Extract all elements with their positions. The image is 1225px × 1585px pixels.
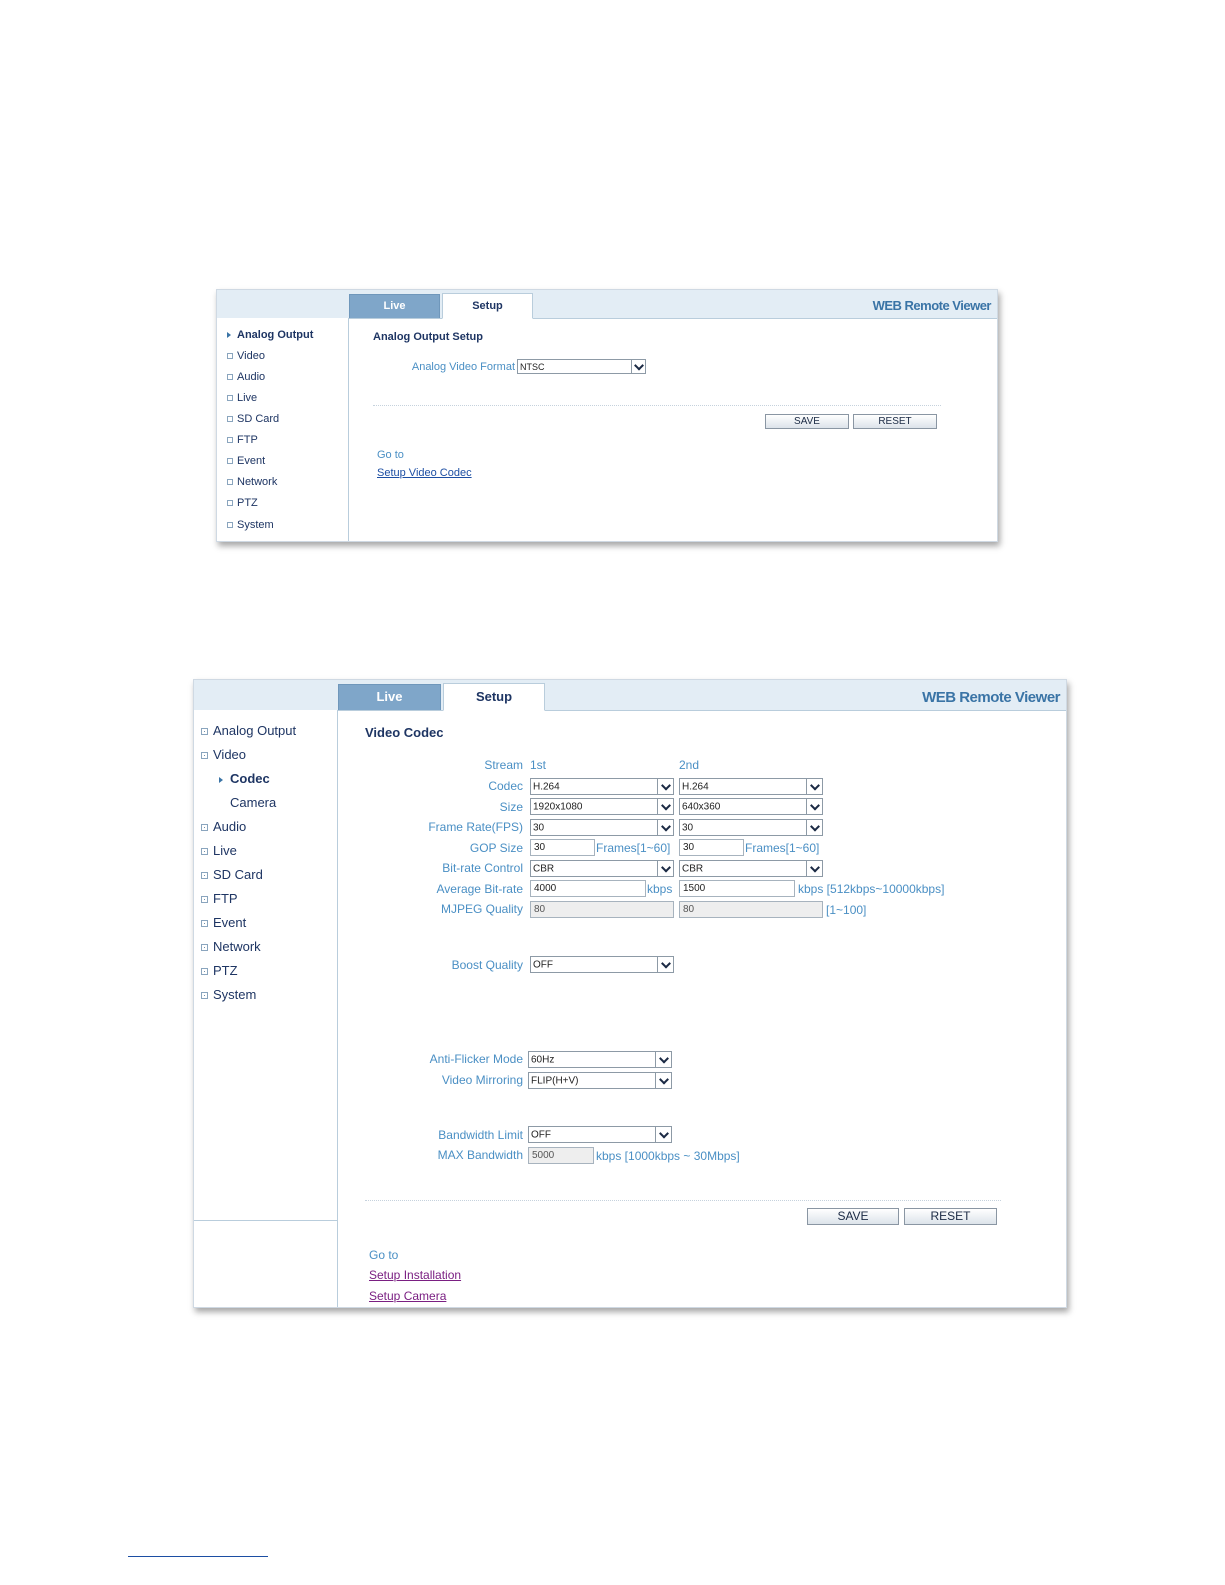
avg-bitrate-input-2nd[interactable]: [679, 880, 795, 897]
analog-format-label: Analog Video Format: [411, 361, 515, 373]
sidebar-item-ptz[interactable]: PTZ: [201, 963, 238, 978]
max-bandwidth-hint: kbps [1000kbps ~ 30Mbps]: [596, 1149, 740, 1163]
expand-icon: [227, 500, 233, 506]
chevron-down-icon: [655, 1073, 671, 1088]
sidebar-item-ptz[interactable]: PTZ: [227, 497, 258, 509]
stream2-label: 2nd: [679, 758, 700, 772]
expand-icon: [201, 920, 208, 927]
expand-icon: [227, 374, 233, 380]
codec-label: Codec: [488, 779, 523, 793]
chevron-down-icon: [657, 957, 673, 972]
brand-title: WEB Remote Viewer: [922, 689, 1060, 706]
video-codec-window: [193, 679, 1067, 1308]
gop-hint-1st: Frames[1~60]: [596, 841, 671, 855]
reset-button[interactable]: RESET: [853, 414, 937, 429]
sidebar-item-network[interactable]: Network: [227, 476, 277, 488]
tab-live[interactable]: Live: [338, 684, 441, 710]
reset-button[interactable]: RESET: [904, 1208, 997, 1225]
sidebar-item-sd-card[interactable]: SD Card: [227, 413, 279, 425]
codec-select-2nd[interactable]: H.264: [679, 778, 823, 795]
expand-icon: [227, 353, 233, 359]
sidebar-item-video[interactable]: Video: [201, 747, 246, 762]
sidebar-item-audio[interactable]: Audio: [201, 819, 246, 834]
setup-video-codec-link[interactable]: Setup Video Codec: [377, 467, 472, 479]
sidebar-item-analog-output[interactable]: Analog Output: [201, 723, 296, 738]
sidebar-item-event[interactable]: Event: [201, 915, 246, 930]
codec-select-1st[interactable]: H.264: [530, 778, 674, 795]
gop-input-1st[interactable]: [530, 839, 595, 856]
expand-icon: [201, 728, 208, 735]
sidebar: [194, 710, 338, 1307]
boost-quality-label: Boost Quality: [451, 958, 523, 972]
sidebar-item-ftp[interactable]: FTP: [201, 891, 238, 906]
gop-size-label: GOP Size: [469, 841, 523, 855]
sidebar-item-system[interactable]: System: [201, 987, 256, 1002]
bitrate-control-select-1st[interactable]: CBR: [530, 860, 674, 877]
chevron-down-icon: [806, 799, 822, 814]
page-title: Video Codec: [365, 725, 444, 740]
divider: [365, 1200, 1001, 1201]
video-mirroring-select[interactable]: FLIP(H+V): [528, 1072, 672, 1089]
mjpeg-quality-input-1st: [530, 901, 674, 918]
analog-output-window: [216, 289, 998, 542]
chevron-down-icon: [806, 820, 822, 835]
anti-flicker-select[interactable]: 60Hz: [528, 1051, 672, 1068]
size-label: Size: [499, 800, 523, 814]
sidebar-item-video[interactable]: Video: [227, 350, 265, 362]
sidebar-item-audio[interactable]: Audio: [227, 371, 265, 383]
collapse-icon: [201, 752, 208, 759]
expand-icon: [201, 824, 208, 831]
frame-rate-select-2nd[interactable]: 30: [679, 819, 823, 836]
content-area: [350, 318, 997, 541]
setup-camera-link[interactable]: Setup Camera: [369, 1289, 447, 1303]
brand-title: WEB Remote Viewer: [872, 298, 991, 313]
mjpeg-quality-input-2nd: [679, 901, 823, 918]
chevron-down-icon: [657, 779, 673, 794]
sidebar-item-codec[interactable]: Codec: [219, 771, 270, 786]
save-button[interactable]: SAVE: [807, 1208, 899, 1225]
expand-icon: [201, 968, 208, 975]
expand-icon: [227, 437, 233, 443]
bitrate-control-select-2nd[interactable]: CBR: [679, 860, 823, 877]
max-bandwidth-label: MAX Bandwidth: [437, 1148, 523, 1162]
page-title: Analog Output Setup: [373, 331, 483, 343]
setup-installation-link[interactable]: Setup Installation: [369, 1268, 462, 1282]
chevron-down-icon: [657, 820, 673, 835]
goto-label: Go to: [369, 1248, 399, 1262]
bitrate-control-label: Bit-rate Control: [442, 861, 523, 875]
avg-bitrate-unit-1st: kbps: [647, 882, 673, 896]
bandwidth-limit-select[interactable]: OFF: [528, 1126, 672, 1143]
chevron-down-icon: [631, 360, 645, 373]
chevron-down-icon: [657, 799, 673, 814]
tab-live[interactable]: Live: [349, 294, 440, 318]
mjpeg-quality-label: MJPEG Quality: [440, 902, 523, 916]
top-bar: [194, 680, 1066, 711]
chevron-down-icon: [655, 1127, 671, 1142]
active-arrow-icon: [219, 777, 223, 783]
divider: [373, 405, 941, 406]
max-bandwidth-input: [528, 1147, 594, 1164]
gop-input-2nd[interactable]: [679, 839, 744, 856]
content-area: [339, 710, 1066, 1307]
avg-bitrate-label: Average Bit-rate: [436, 882, 523, 896]
goto-label: Go to: [377, 449, 404, 461]
video-mirroring-label: Video Mirroring: [441, 1073, 523, 1087]
sidebar-item-event[interactable]: Event: [227, 455, 265, 467]
bandwidth-limit-label: Bandwidth Limit: [438, 1128, 523, 1142]
chevron-down-icon: [806, 779, 822, 794]
expand-icon: [201, 944, 208, 951]
mjpeg-quality-hint: [1~100]: [826, 903, 867, 917]
expand-icon: [201, 896, 208, 903]
sidebar-item-ftp[interactable]: FTP: [227, 434, 258, 446]
boost-quality-select[interactable]: OFF: [530, 956, 674, 973]
stream1-label: 1st: [530, 758, 547, 772]
sidebar-item-live[interactable]: Live: [227, 392, 257, 404]
frame-rate-label: Frame Rate(FPS): [428, 820, 523, 834]
sidebar-item-analog-output[interactable]: Analog Output: [227, 329, 313, 341]
frame-rate-select-1st[interactable]: 30: [530, 819, 674, 836]
expand-icon: [201, 992, 208, 999]
size-select-1st[interactable]: 1920x1080: [530, 798, 674, 815]
expand-icon: [201, 848, 208, 855]
size-select-2nd[interactable]: 640x360: [679, 798, 823, 815]
chevron-down-icon: [806, 861, 822, 876]
analog-format-select[interactable]: NTSC: [517, 359, 646, 374]
expand-icon: [227, 522, 233, 528]
sidebar: [217, 318, 349, 541]
sidebar-item-camera[interactable]: Camera: [230, 795, 277, 810]
gop-hint-2nd: Frames[1~60]: [745, 841, 820, 855]
stream-label: Stream: [484, 758, 523, 772]
avg-bitrate-input-1st[interactable]: [530, 880, 646, 897]
expand-icon: [227, 479, 233, 485]
chevron-down-icon: [655, 1052, 671, 1067]
active-arrow-icon: [227, 332, 231, 338]
tab-setup[interactable]: Setup: [443, 683, 545, 711]
tab-setup[interactable]: Setup: [442, 293, 533, 319]
avg-bitrate-hint-2nd: kbps [512kbps~10000kbps]: [798, 882, 945, 896]
save-button[interactable]: SAVE: [765, 414, 849, 429]
sidebar-item-network[interactable]: Network: [201, 939, 261, 954]
expand-icon: [227, 395, 233, 401]
expand-icon: [227, 458, 233, 464]
anti-flicker-label: Anti-Flicker Mode: [429, 1052, 523, 1066]
top-bar: [217, 290, 997, 319]
sidebar-item-sd-card[interactable]: SD Card: [201, 867, 263, 882]
expand-icon: [227, 416, 233, 422]
expand-icon: [201, 872, 208, 879]
sidebar-item-system[interactable]: System: [227, 519, 274, 531]
chevron-down-icon: [657, 861, 673, 876]
sidebar-item-live[interactable]: Live: [201, 843, 237, 858]
footnote-rule: [128, 1556, 268, 1557]
sidebar-divider: [194, 1220, 337, 1221]
